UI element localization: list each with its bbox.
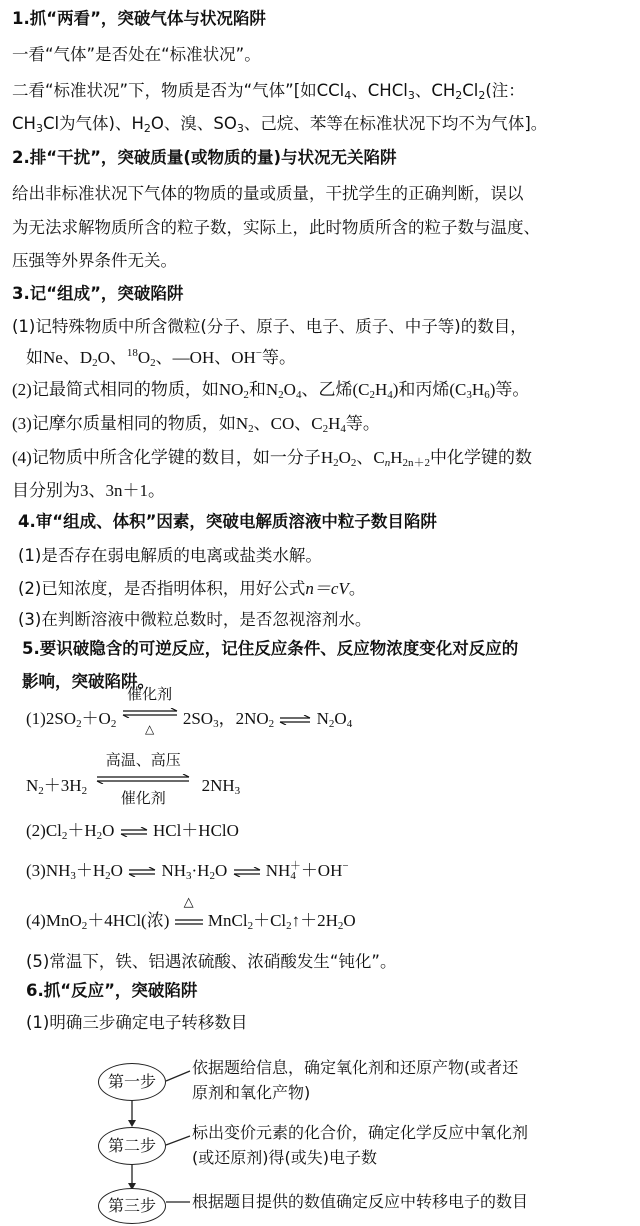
section-5-title-2: 影响，突破陷阱。: [22, 672, 154, 691]
section-6-title: 6.抓“反应”，突破陷阱: [26, 981, 198, 1000]
reaction-1: $(1)2SO_2+O_2$ 催化剂 △ $2SO_3$，$2NO_2$ $N_2O_4$: [26, 685, 353, 736]
section-5-title-1: 5.要识破隐含的可逆反应，记住反应条件、反应物浓度变化对反应的: [22, 639, 519, 658]
step-1-desc-line-2: 原剂和氧化产物): [192, 1083, 311, 1102]
reaction-3: $(3)NH_3+H_2O$ $NH_3\cdot H_2O$ $NH_4^++OH^-$: [26, 860, 349, 882]
section-2-line-1: 给出非标准状况下气体的物质的量或质量，干扰学生的正确判断，误以: [12, 184, 524, 203]
section-1-line-1: 一看“气体”是否处在“标准状况”。: [12, 45, 261, 64]
section-3-item-4-cont: 目分别为3、3n＋1。: [12, 481, 165, 500]
section-2-line-2: 为无法求解物质所含的粒子数，实际上，此时物质所含的粒子数与温度、: [12, 218, 540, 237]
section-3-item-3: (3)记摩尔质量相同的物质，如$N_2$、CO、$C_2H_4$等。: [12, 414, 380, 435]
step-2-desc-line-1: 标出变价元素的化合价，确定化学反应中氧化剂: [192, 1123, 529, 1142]
section-3-title: 3.记“组成”，突破陷阱: [12, 284, 184, 303]
reaction-4: (4)MnO$_2$＋4HCl(浓) △ $MnCl_2+Cl_2↑+2H_2O$: [26, 895, 356, 932]
section-2-line-3: 压强等外界条件无关。: [12, 251, 177, 270]
section-4-item-2: (2)已知浓度，是否指明体积，用好公式n＝cV。: [18, 579, 366, 598]
step-1-desc-line-1: 依据题给信息，确定氧化剂和还原产物(或者还: [192, 1058, 519, 1077]
section-1-line-2: 二看“标准状况”下，物质是否为“气体”[如CCl$_4$、CHCl$_3$、$CH_2Cl_2$(注：: [12, 81, 525, 102]
section-4-title: 4.审“组成、体积”因素，突破电解质溶液中粒子数目陷阱: [18, 512, 437, 531]
step-3-desc: 根据题目提供的数值确定反应中转移电子的数目: [192, 1192, 529, 1211]
section-3-item-2: (2)记最简式相同的物质，如$NO_2$和$N_2O_4$、乙烯$(C_2H_4)$和丙烯$(C_3H_6)$等。: [12, 380, 530, 401]
step-2-desc-line-2: (或还原剂)得(或失)电子数: [192, 1148, 377, 1167]
step-1-node: 第一步: [98, 1063, 166, 1101]
section-2-title: 2.排“干扰”，突破质量(或物质的量)与状况无关陷阱: [12, 148, 397, 167]
reaction-1b: $N_2+3H_2$ 高温、高压 催化剂 $2NH_3$: [26, 751, 241, 807]
reaction-2: $(2)Cl_2+H_2O$ HCl＋HClO: [26, 821, 239, 842]
step-3-node: 第三步: [98, 1188, 166, 1224]
section-1-title: 1.抓“两看”，突破气体与状况陷阱: [12, 9, 266, 28]
section-3-item-1-cont: 如Ne、$D_2O$、$^{18}O_2$、—OH、OH−等。: [26, 347, 296, 369]
section-3-item-1: (1)记特殊物质中所含微粒(分子、原子、电子、质子、中子等)的数目，: [12, 317, 527, 336]
section-4-item-1: (1)是否存在弱电解质的电离或盐类水解。: [18, 546, 322, 565]
section-4-item-3: (3)在判断溶液中微粒总数时，是否忽视溶剂水。: [18, 610, 372, 629]
section-5-item-5: (5)常温下，铁、铝遇浓硫酸、浓硝酸发生“钝化”。: [26, 952, 397, 971]
step-2-node: 第二步: [98, 1127, 166, 1165]
section-6-item-1: (1)明确三步确定电子转移数目: [26, 1013, 248, 1032]
section-3-item-4: (4)记物质中所含化学键的数目，如一分子$H_2O_2$、$C_nH_{2n+2}$中化学键的数: [12, 448, 533, 469]
section-1-line-3: $CH_3Cl$为气体)、$H_2O$、溴、$SO_3$、己烷、苯等在标准状况下均不为气体]。: [12, 114, 548, 135]
